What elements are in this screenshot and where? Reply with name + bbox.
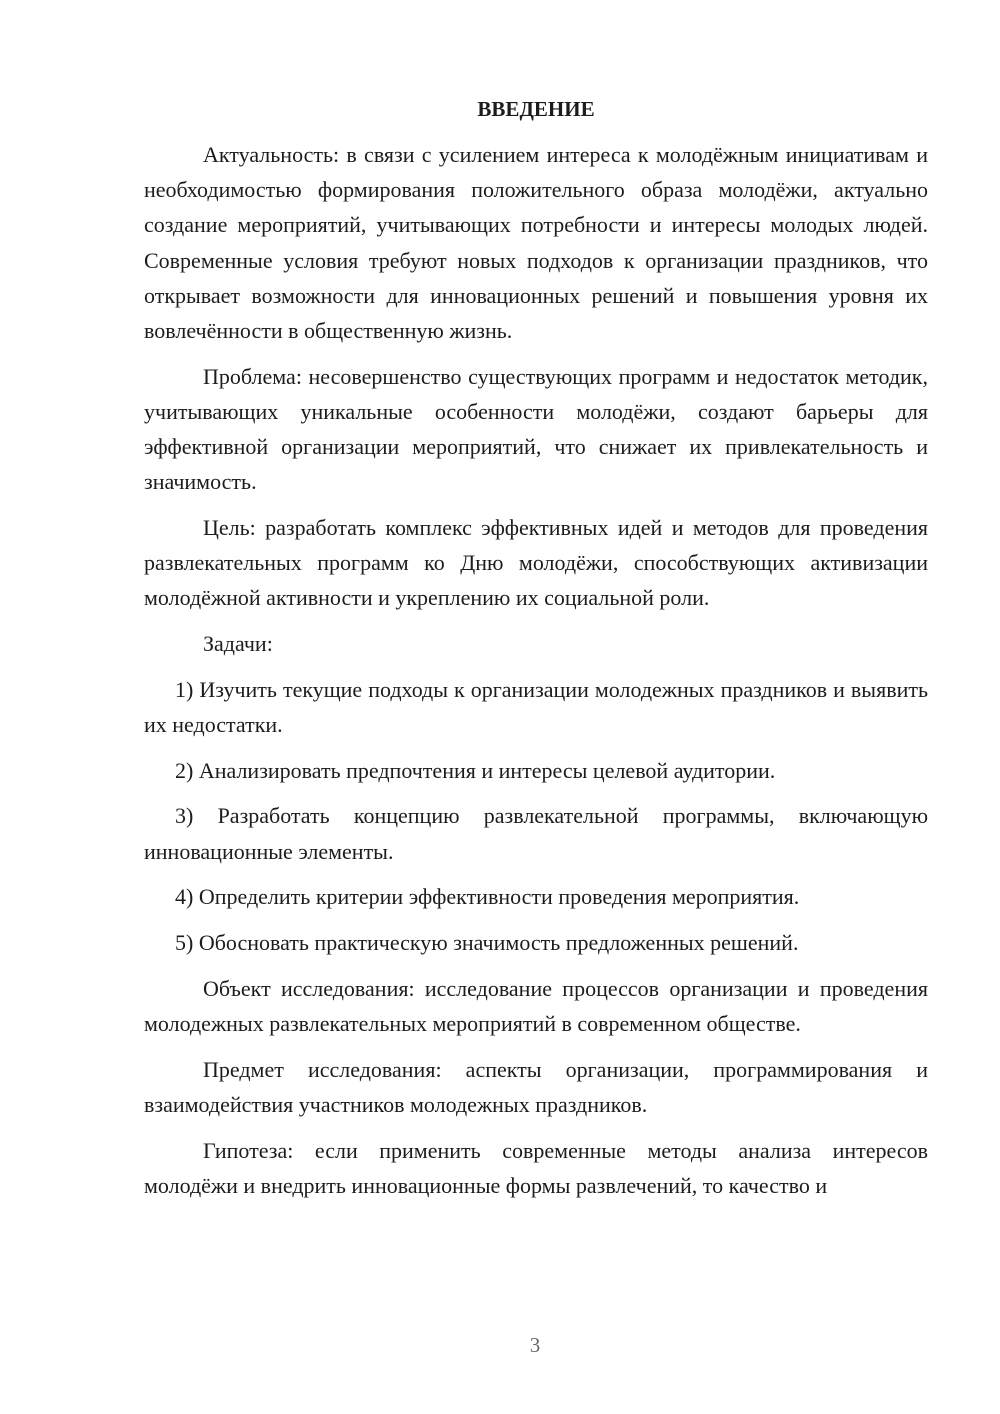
paragraph-goal: Цель: разработать комплекс эффективных идей и методов для проведения развлекательных программ ко Дню молодёжи, способствующих активизации молодёжной активности и укреплению их социальной роли. — [144, 515, 928, 611]
task-item-5: 5) Обосновать практическую значимость предложенных решений. — [175, 930, 799, 956]
paragraph-relevance: Актуальность: в связи с усилением интереса к молодёжным инициативам и необходимостью формирования положительного образа молодёжи, актуально создание мероприятий, учитывающих потребности и интересы молодых людей. Современные условия требуют новых подходов к организации праздников, что открывает возможности для инновационных решений и повышения уровня их вовлечённости в общественную жизнь. — [144, 142, 928, 344]
task-item-3: 3) Разработать концепцию развлекательной программы, включающую инновационные элементы. — [144, 803, 928, 864]
document-page — [144, 92, 928, 1203]
tasks-label: Задачи: — [203, 631, 273, 657]
task-item-4: 4) Определить критерии эффективности проведения мероприятия. — [175, 884, 800, 910]
section-heading: ВВЕДЕНИЕ — [477, 97, 595, 121]
paragraph-object: Объект исследования: исследование процессов организации и проведения молодежных развлекательных мероприятий в современном обществе. — [144, 975, 928, 1036]
paragraph-problem: Проблема: несовершенство существующих программ и недостаток методик, учитывающих уникальные особенности молодёжи, создают барьеры для эффективной организации мероприятий, что снижает их привлекательность и значимость. — [144, 363, 928, 495]
paragraph-subject: Предмет исследования: аспекты организации, программирования и взаимодействия участников молодежных праздников. — [144, 1056, 928, 1117]
task-item-2: 2) Анализировать предпочтения и интересы целевой аудитории. — [175, 757, 776, 783]
page-number: 3 — [529, 1333, 541, 1357]
paragraph-hypothesis: Гипотеза: если применить современные методы анализа интересов молодёжи и внедрить инновационные формы развлечений, то качество и — [144, 1137, 928, 1198]
task-item-1: 1) Изучить текущие подходы к организации молодежных праздников и выявить их недостатки. — [144, 676, 928, 738]
